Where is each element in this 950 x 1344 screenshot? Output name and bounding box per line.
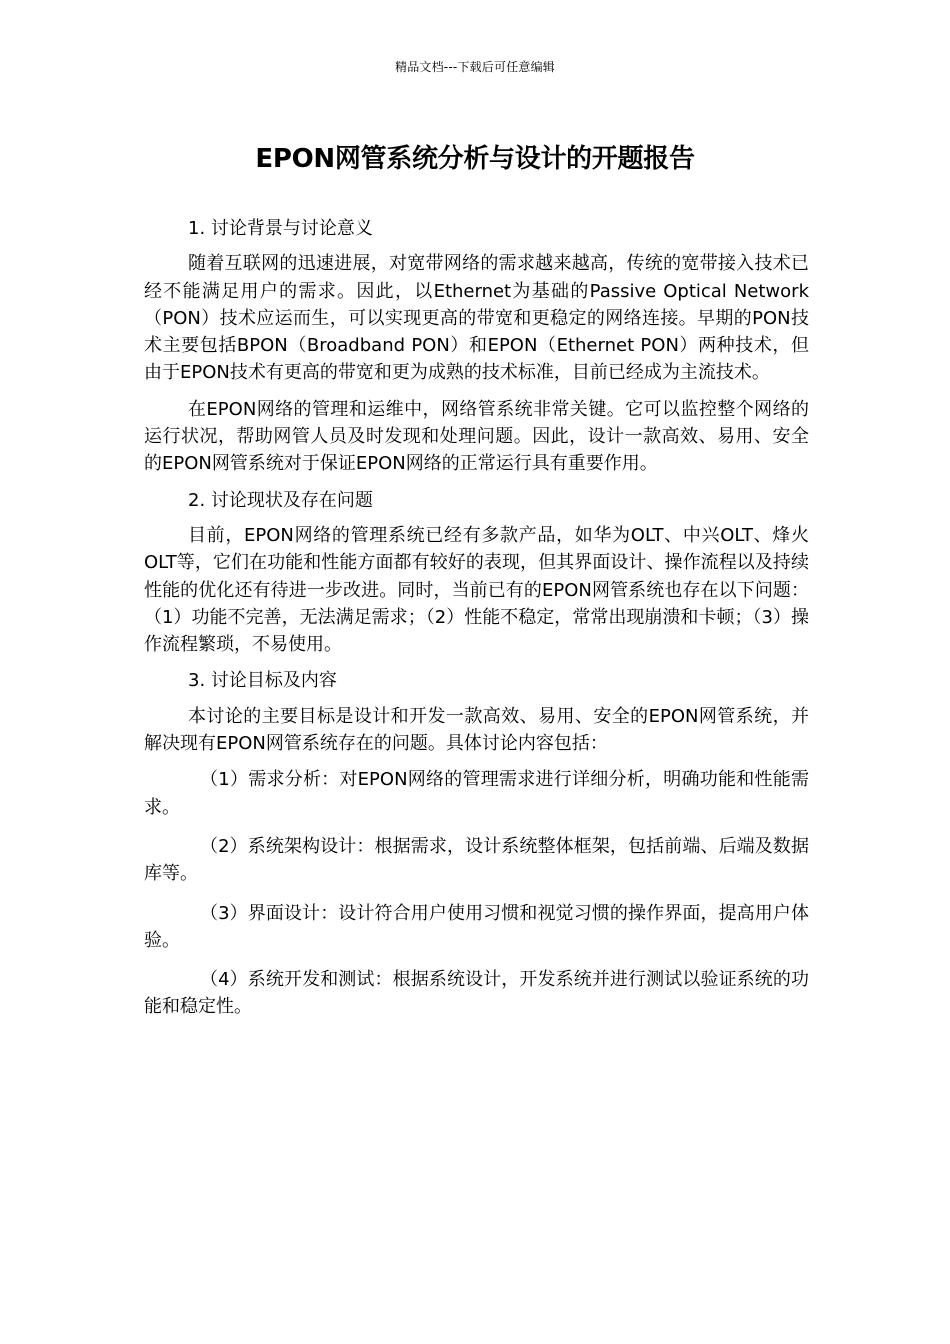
- list-item-development: （4）系统开发和测试：根据系统设计，开发系统并进行测试以验证系统的功能和稳定性。: [144, 969, 809, 1018]
- paragraph-background-1: 随着互联网的迅速进展，对宽带网络的需求越来越高，传统的宽带接入技术已经不能满足用户的需求。因此，以Ethernet为基础的Passive Optical Network（PON）技术应运而生，可以实现更高的带宽和更稳定的网络连接。早期的PON技术主要包括BPON（Broadband PON）和EPON（Ethernet PON）两种技术，但由于EPON技术有更高的带宽和更为成熟的技术标准，目前已经成为主流技术。: [144, 253, 809, 384]
- list-item-interface: （3）界面设计：设计符合用户使用习惯和视觉习惯的操作界面，提高用户体验。: [144, 902, 809, 951]
- paragraph-status-1: 目前，EPON网络的管理系统已经有多款产品，如华为OLT、中兴OLT、烽火OLT等，它们在功能和性能方面都有较好的表现，但其界面设计、操作流程以及持续性能的优化还有待进一步改进。同时，当前已有的EPON网管系统也存在以下问题：（1）功能不完善，无法满足需求；（2）性能不稳定，常常出现崩溃和卡顿；（3）操作流程繁琐，不易使用。: [144, 524, 809, 656]
- section-heading-background: 1. 讨论背景与讨论意义: [188, 218, 373, 239]
- paragraph-background-2: 在EPON网络的管理和运维中，网络管系统非常关键。它可以监控整个网络的运行状况，帮助网管人员及时发现和处理问题。因此，设计一款高效、易用、安全的EPON网管系统对于保证EPON网络的正常运行具有重要作用。: [144, 398, 809, 475]
- document-title: EPON网管系统分析与设计的开题报告: [255, 144, 695, 174]
- document-body: [144, 215, 809, 1033]
- section-heading-goals: 3. 讨论目标及内容: [188, 670, 337, 692]
- paragraph-goals-1: 本讨论的主要目标是设计和开发一款高效、易用、安全的EPON网管系统，并解决现有EPON网管系统存在的问题。具体讨论内容包括：: [144, 705, 809, 755]
- list-item-requirements: （1）需求分析：对EPON网络的管理需求进行详细分析，明确功能和性能需求。: [144, 769, 809, 818]
- list-item-architecture: （2）系统架构设计：根据需求，设计系统整体框架，包括前端、后端及数据库等。: [144, 835, 809, 885]
- section-heading-status: 2. 讨论现状及存在问题: [188, 489, 373, 511]
- page-header-note: 精品文档---下载后可任意编辑: [395, 60, 555, 74]
